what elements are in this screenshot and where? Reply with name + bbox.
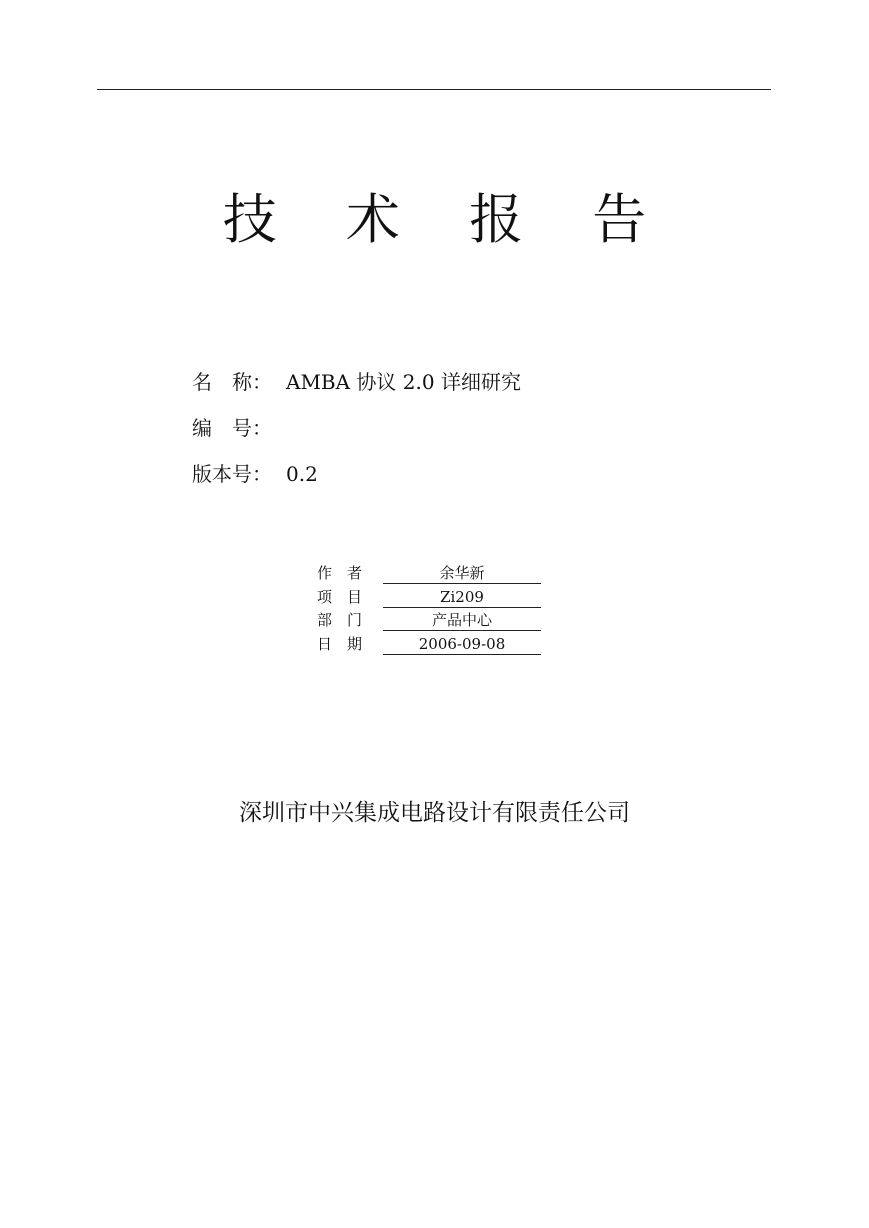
name-value: AMBA 协议 2.0 详细研究 — [286, 370, 521, 394]
date-label: 日 期 — [317, 634, 363, 653]
department-label: 部 门 — [317, 611, 363, 629]
company-name: 深圳市中兴集成电路设计有限责任公司 — [239, 800, 630, 826]
date-value: 2006-09-08 — [383, 634, 541, 655]
report-title: 技 术 报 告 — [222, 188, 673, 251]
author-label: 作 者 — [317, 564, 363, 582]
project-label: 项 目 — [317, 587, 363, 606]
project-value: Zi209 — [383, 587, 541, 608]
department-value: 产品中心 — [383, 610, 541, 631]
author-value: 余华新 — [383, 563, 541, 584]
version-label: 版本号： — [192, 462, 272, 486]
number-label: 编 号： — [192, 416, 272, 440]
name-label: 名 称： — [192, 370, 272, 394]
header-rule — [97, 89, 771, 90]
version-value: 0.2 — [286, 462, 318, 486]
